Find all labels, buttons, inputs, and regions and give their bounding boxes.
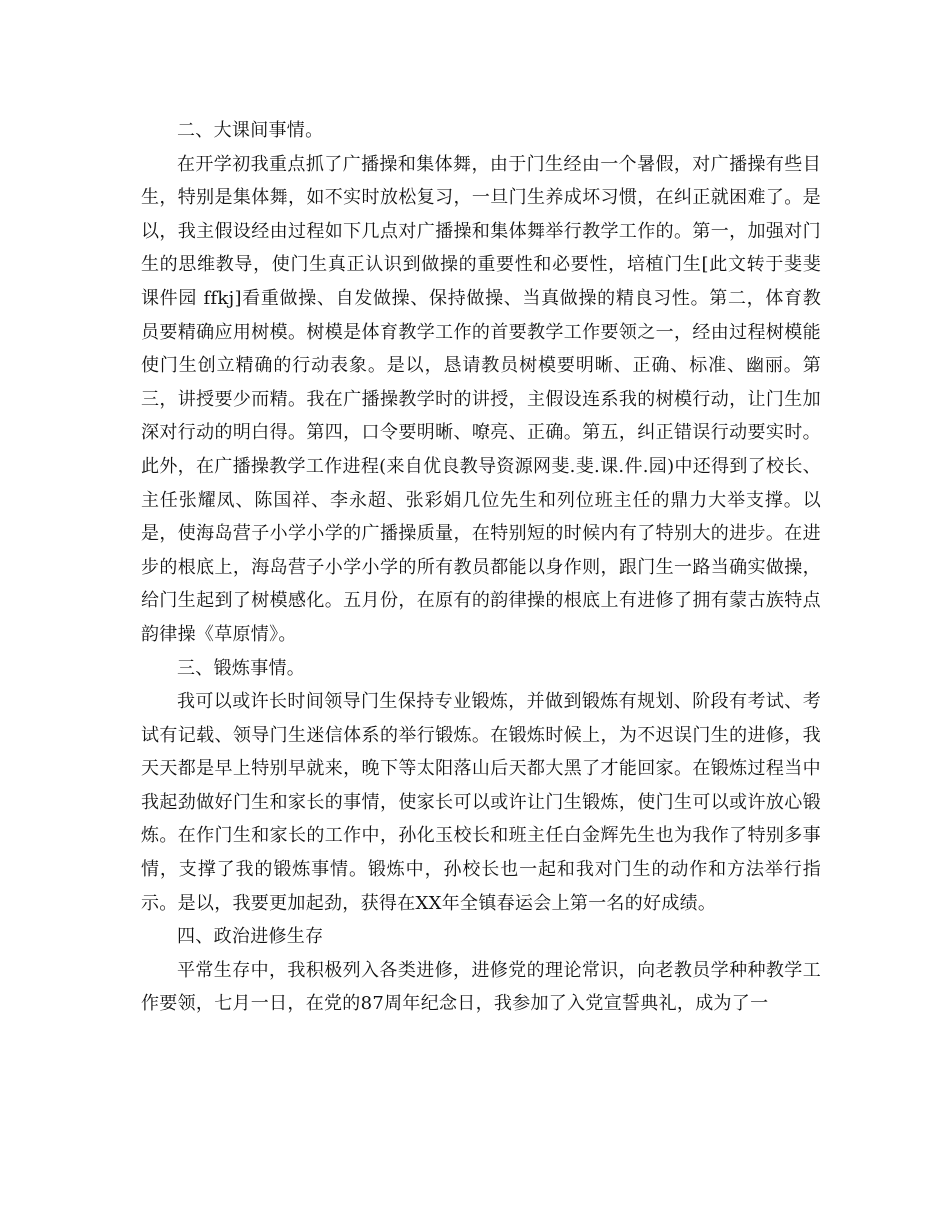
section-heading-political-study: 四、政治进修生存 [177,926,324,948]
section-body-activities: 在开学初我重点抓了广播操和集体舞，由于门生经由一个暑假，对广播操有些目生，特别是集体舞，如不实时放松复习，一旦门生养成坏习惯，在纠正就困难了。是以，我主假设经由过程如下几点对广播操和集体舞举行教学工作的。第一，加强对门生的思维教导，使门生真正认识到做操的重要性和必要性，培植门生[此文转于斐斐课件园 ffkj]看重做操、自发做操、保持做操、当真做操的精良习性。第二，体育教员要精确应用树模。树模是体育教学工作的首要教学工作要领之一，经由过程树模能使门生创立精确的行动表象。是以，恳请教员树模要明晰、正确、标准、幽丽。第三，讲授要少而精。我在广播操教学时的讲授，主假设连系我的树模行动，让门生加深对行动的明白得。第四，口令要明晰、嘹亮、正确。第五，纠正错误行动要实时。此外，在广播操教学工作进程(来自优良教导资源网斐.斐.课.件.园)中还得到了校长、主任张耀凤、陈国祥、李永超、张彩娟几位先生和列位班主任的鼎力大举支撑。以是，使海岛营子小学小学的广播操质量，在特别短的时候内有了特别大的进步。在进步的根底上，海岛营子小学小学的所有教员都能以身作则，跟门生一路当确实做操，给门生起到了树模感化。五月份，在原有的韵律操的根底上有进修了拥有蒙古族特点韵律操《草原情》。 [141,153,821,645]
section-heading-training: 三、锻炼事情。 [177,657,306,679]
document-body [141,114,821,1021]
section-body-political-study: 平常生存中，我积极列入各类进修，进修党的理论常识，向老教员学种种教学工作要领，七月一日，在党的87周年纪念日，我参加了入党宣誓典礼，成为了一 [141,959,821,1015]
section-body-training: 我可以或许长时间领导门生保持专业锻炼，并做到锻炼有规划、阶段有考试、考试有记载、领导门生迷信体系的举行锻炼。在锻炼时候上，为不迟误门生的进修，我天天都是早上特别早就来，晚下等太阳落山后天都大黑了才能回家。在锻炼过程当中我起劲做好门生和家长的事情，使家长可以或许让门生锻炼，使门生可以或许放心锻炼。在作门生和家长的工作中，孙化玉校长和班主任白金辉先生也为我作了特别多事情，支撑了我的锻炼事情。锻炼中，孙校长也一起和我对门生的动作和方法举行指示。是以，我要更加起劲，获得在XX年全镇春运会上第一名的好成绩。 [141,691,821,914]
section-heading-activities: 二、大课间事情。 [177,120,324,141]
